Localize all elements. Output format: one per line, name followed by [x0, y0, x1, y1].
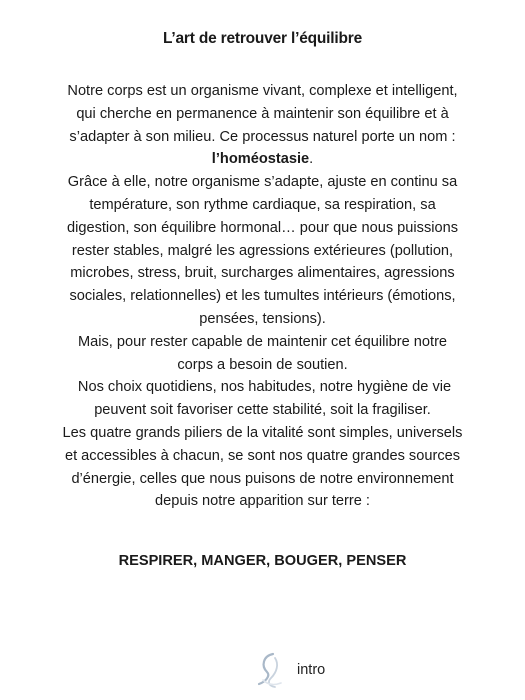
body-line: pensées, tensions). [199, 310, 326, 327]
body-line: corps a besoin de soutien. [177, 356, 348, 373]
body-period: . [309, 151, 314, 168]
body-line: Grâce à elle, notre organisme s’adapte, ajuste en continu sa [67, 174, 458, 191]
intro-paragraph [14, 80, 511, 513]
body-line: rester stables, malgré les agressions extérieures (pollution, [71, 242, 454, 259]
body-line: microbes, stress, bruit, surcharges alimentaires, agressions [70, 265, 455, 282]
body-line: et accessibles à chacun, se sont nos quatre grandes sources [64, 447, 461, 464]
body-line: Nos choix quotidiens, nos habitudes, notre hygiène de vie [73, 379, 452, 396]
body-line: Les quatre grands piliers de la vitalité sont simples, universels [62, 424, 463, 441]
body-line: peuvent soit favoriser cette stabilité, soit la fragiliser. [94, 402, 431, 419]
page-footer [253, 650, 325, 690]
homeostasis-term: l’homéostasie [211, 151, 310, 168]
body-line: qui cherche en permanence à maintenir son équilibre et à [76, 105, 449, 122]
body-line [14, 148, 511, 171]
body-line: s’adapter à son milieu. Ce processus naturel porte un nom : [69, 128, 456, 145]
vitality-pillars: RESPIRER, MANGER, BOUGER, PENSER [118, 553, 407, 569]
swirl-logo-icon [253, 650, 287, 690]
body-line: d’énergie, celles que nous puisons de notre environnement [71, 470, 454, 487]
body-line: digestion, son équilibre hormonal… pour que nous puissions [66, 219, 459, 236]
body-line: température, son rythme cardiaque, sa respiration, sa [89, 196, 436, 213]
body-line: Mais, pour rester capable de maintenir cet équilibre notre [77, 333, 448, 350]
body-line: depuis notre apparition sur terre : [155, 493, 370, 510]
body-line: Notre corps est un organisme vivant, complexe et intelligent, [67, 83, 458, 99]
body-line: sociales, relationnelles) et les tumultes intérieurs (émotions, [69, 288, 456, 305]
section-label: intro [297, 662, 326, 678]
page-title: L’art de retrouver l’équilibre [162, 30, 362, 47]
